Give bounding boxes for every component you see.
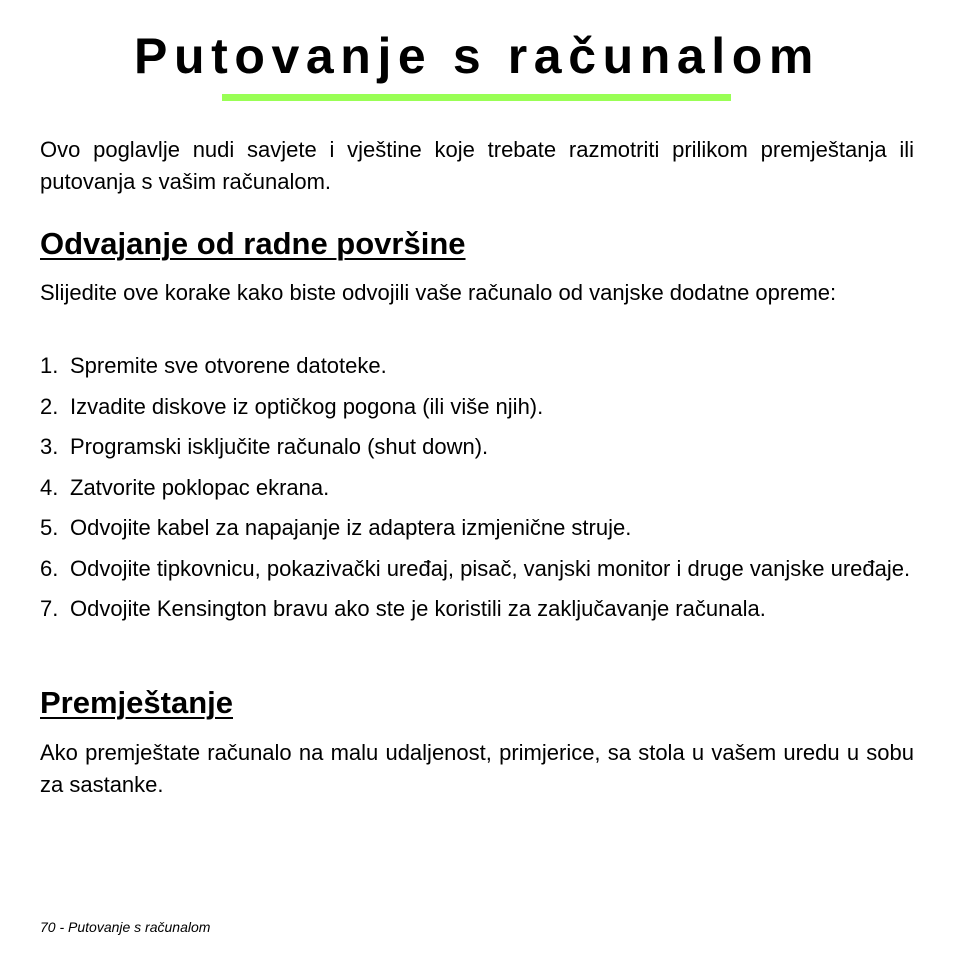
list-item — [40, 391, 914, 423]
section-heading-moving: Premještanje — [40, 685, 233, 720]
page-title: Putovanje s računalom — [134, 28, 820, 84]
step-number: 5. — [40, 515, 59, 540]
page-footer: 70 - Putovanje s računalom — [40, 919, 211, 935]
moving-paragraph: Ako premještate računalo na malu udaljenost, primjerice, sa stola u vašem uredu u sobu za sastanke. — [40, 740, 914, 797]
step-number: 1. — [40, 353, 59, 378]
step-text: Zatvorite poklopac ekrana. — [70, 474, 330, 500]
step-number: 2. — [40, 393, 59, 419]
undocking-steps-list — [40, 350, 914, 634]
undocking-intro-paragraph: Slijedite ove korake kako biste odvojili vaše računalo od vanjske dodatne opreme: — [40, 280, 837, 305]
step-text: Odvojite Kensington bravu ako ste je koristili za zaključavanje računala. — [70, 596, 766, 621]
step-number: 4. — [40, 474, 59, 500]
section-heading-undocking: Odvajanje od radne površine — [40, 226, 466, 261]
step-number: 6. — [40, 555, 59, 581]
list-item — [40, 350, 914, 382]
list-item — [40, 472, 914, 504]
list-item — [40, 512, 914, 544]
list-item — [40, 431, 914, 463]
list-item — [40, 593, 914, 625]
step-text: Odvojite tipkovnicu, pokazivački uređaj, pisač, vanjski monitor i druge vanjske uređaje. — [70, 555, 911, 581]
list-item — [40, 553, 914, 585]
step-text: Odvojite kabel za napajanje iz adaptera izmjenične struje. — [70, 515, 632, 540]
step-text: Spremite sve otvorene datoteke. — [70, 353, 387, 378]
step-text: Izvadite diskove iz optičkog pogona (ili više njih). — [70, 393, 544, 419]
step-text: Programski isključite računalo (shut down). — [70, 434, 489, 459]
intro-paragraph: Ovo poglavlje nudi savjete i vještine koje trebate razmotriti prilikom premještanja ili putovanja s vašim računalom. — [40, 137, 914, 194]
title-underline-bar — [222, 94, 731, 101]
step-number: 3. — [40, 434, 59, 459]
step-number: 7. — [40, 596, 59, 621]
